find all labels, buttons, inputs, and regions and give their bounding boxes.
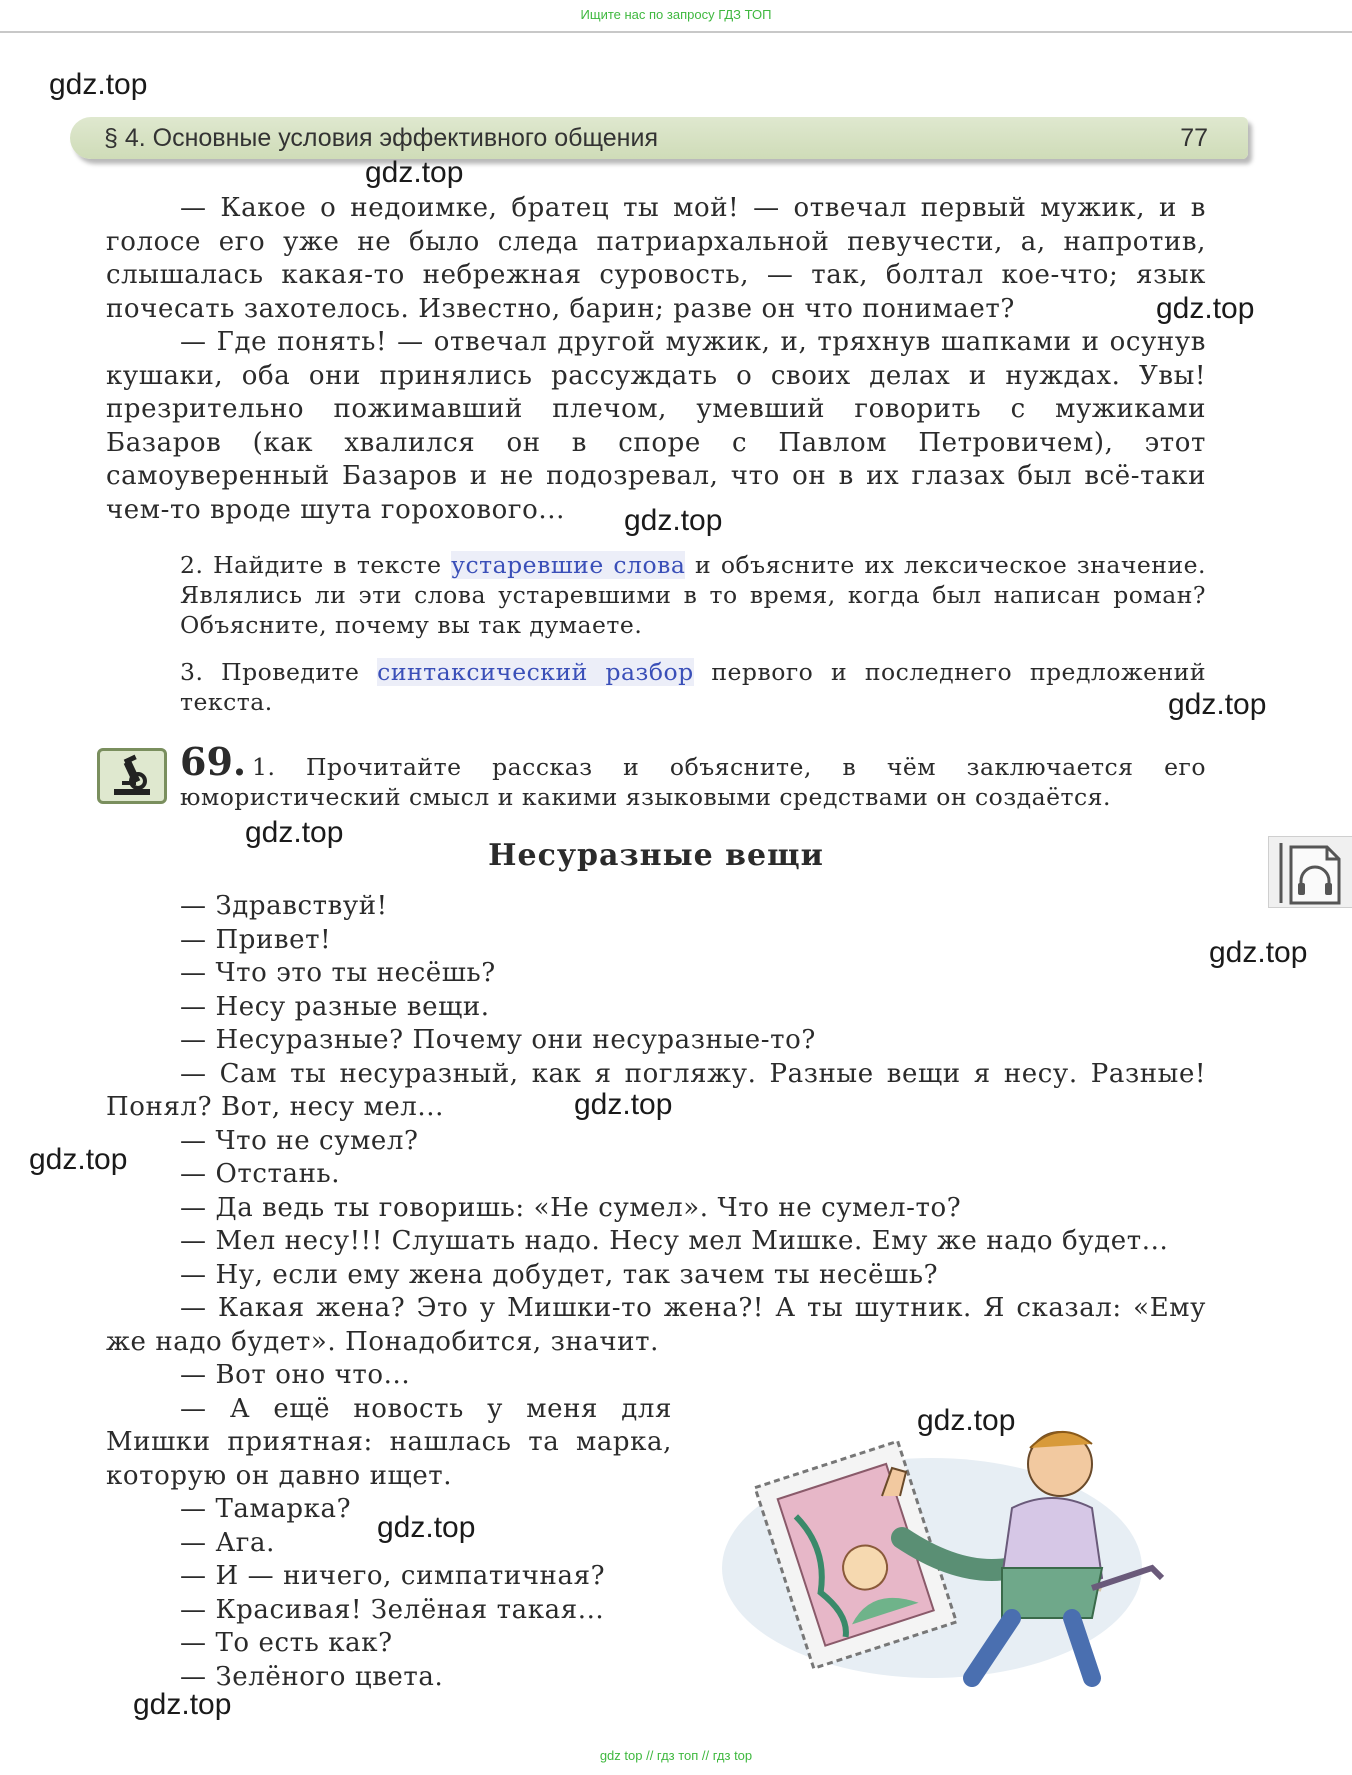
obsolete-words-link[interactable]: устаревшие слова: [451, 551, 686, 579]
illustration-man-with-stamp: [712, 1418, 1208, 1690]
dialogue-line: — Красивая! Зелёная такая...: [180, 1594, 605, 1625]
watermark: gdz.top: [917, 1404, 1016, 1437]
dialogue-line: — Вот оно что...: [180, 1360, 411, 1390]
task-text: 2. Найдите в тексте: [180, 551, 452, 579]
dialogue-line: — Что это ты несёшь?: [180, 958, 496, 988]
dialogue-line: — Сам ты несуразный, как я погляжу. Разные вещи я несу. Разные! Понял? Вот, несу мел...: [106, 1058, 1206, 1122]
dialogue-line: — Что не сумел?: [180, 1125, 419, 1156]
watermark: gdz.top: [624, 504, 723, 537]
headphones-icon: [1269, 837, 1352, 909]
watermark: gdz.top: [365, 156, 464, 189]
watermark: gdz.top: [1168, 688, 1267, 721]
dialogue-line: — Несу разные вещи.: [180, 991, 490, 1022]
watermark: gdz.top: [1156, 292, 1255, 325]
watermark: gdz.top: [1209, 936, 1308, 969]
dialogue-line: — Ага.: [180, 1527, 275, 1558]
dialogue-line: — Тамарка?: [180, 1494, 352, 1524]
page-number: 77: [1180, 124, 1208, 152]
task-3: [180, 657, 1206, 717]
audio-button[interactable]: [1268, 836, 1352, 908]
section-header: [70, 117, 1248, 159]
top-banner: Ищите нас по запросу ГДЗ ТОП: [0, 0, 1352, 33]
passage-paragraph: — Где понять! — отвечал другой мужик, и, тряхнув шапками и осунув кушаки, оба они принялись рассуждать о своих делах и нуждах. Увы! презрительно пожимавший плечом, умевший говорить с мужиками Базаров (как хвалился он в споре с Павлом Петровичем), этот самоуверенный Базаров и не подозревал, что он в их глазах был всё-таки чем-то вроде шута горохового...: [106, 327, 1206, 525]
watermark: gdz.top: [29, 1143, 128, 1176]
dialogue-line: — То есть как?: [180, 1628, 393, 1658]
syntax-analysis-link[interactable]: синтаксический разбор: [377, 658, 694, 686]
dialogue-line: — Да ведь ты говоришь: «Не сумел». Что не сумел-то?: [180, 1192, 962, 1223]
watermark: gdz.top: [574, 1088, 673, 1121]
passage: [106, 192, 1206, 527]
dialogue-line: — Ну, если ему жена добудет, так зачем ты несёшь?: [180, 1259, 939, 1290]
microscope-icon: [97, 748, 167, 804]
watermark: gdz.top: [377, 1511, 476, 1544]
footer-links: gdz top // гдз топ // гдз top: [599, 1748, 753, 1763]
exercise-task: 1. Прочитайте рассказ и объясните, в чём заключается его юмористический смысл и какими языковыми средствами он создаётся.: [180, 753, 1206, 811]
dialogue-line: — Здравствуй!: [180, 891, 388, 921]
story-title: Несуразные вещи: [488, 838, 824, 873]
watermark: gdz.top: [245, 816, 344, 849]
dialogue-line: — Отстань.: [180, 1159, 341, 1189]
watermark: gdz.top: [49, 68, 148, 101]
exercise-number: 69.: [180, 739, 247, 784]
task-2: [180, 550, 1206, 640]
task-text: и объясните их лексическое значение. Являлись ли эти слова устаревшими в то время, когда был написан роман? Объясните, почему вы так думаете.: [180, 551, 1207, 639]
task-text: первого и последнего предложений текста.: [180, 658, 1207, 716]
dialogue-line: — А ещё новость у меня для Мишки приятная: нашлась та марка, которую он давно ищет.: [106, 1393, 672, 1491]
dialogue-line: — И — ничего, симпатичная?: [180, 1561, 606, 1591]
dialogue-line: — Привет!: [180, 924, 332, 955]
task-text: 3. Проведите: [180, 658, 378, 686]
section-title: § 4. Основные условия эффективного общения: [104, 124, 658, 152]
watermark: gdz.top: [133, 1688, 232, 1721]
dialogue-line: — Несуразные? Почему они несуразные-то?: [180, 1025, 816, 1055]
dialogue-line: — Какая жена? Это у Мишки-то жена?! А ты шутник. Я сказал: «Ему же надо будет». Понадобится, значит.: [106, 1293, 1206, 1357]
dialogue-line: — Зелёного цвета.: [180, 1661, 444, 1692]
passage-paragraph: — Какое о недоимке, братец ты мой! — отвечал первый мужик, и в голосе его уже не было следа патриархальной певучести, а, напротив, слышалась какая-то небрежная суровость, — так, болтал кое-что; язык почесать захотелось. Известно, барин; разве он что понимает?: [106, 193, 1206, 324]
dialogue-line: — Мел несу!!! Слушать надо. Несу мел Мишке. Ему же надо будет...: [180, 1226, 1169, 1256]
